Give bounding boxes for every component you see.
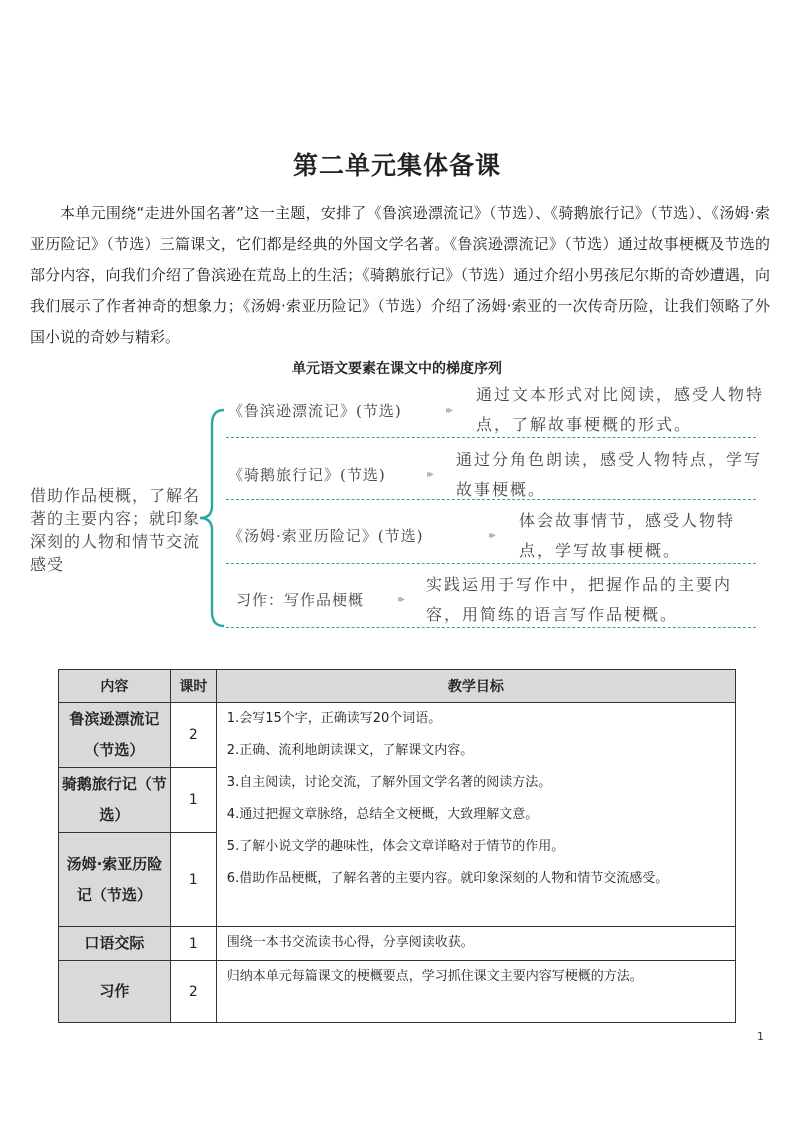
goal-item: 1.会写15个字，正确读写20个词语。 [226,711,442,726]
arrow-icon: ▸▸ [398,594,403,605]
divider-line [226,499,756,500]
goal-item: 5.了解小说文学的趣味性，体会文章详略对于情节的作用。 [226,839,565,854]
lesson-label: 《汤姆·索亚历险记》(节选) [228,527,424,545]
hours-cell: 1 [170,768,216,833]
table-header-row [59,670,736,703]
lesson-label: 《鲁滨逊漂流记》(节选) [228,402,402,420]
diagram-subtitle: 单元语文要素在课文中的梯度序列 [292,361,502,377]
goals-cell [216,703,735,927]
content-cell: 汤姆·索亚历险记（节选） [59,833,171,927]
goal-item: 4.通过把握文章脉络，总结全文梗概，大致理解文意。 [226,807,539,822]
header-content: 内容 [59,670,171,703]
page-number: 1 [757,1030,764,1043]
arrow-icon: ▸▸ [489,530,494,541]
divider-line [226,563,756,564]
intro-paragraph: 本单元围绕“走进外国名著”这一主题，安排了《鲁滨逊漂流记》（节选）、《骑鹅旅行记》（节选）、《汤姆·索亚历险记》（节选）三篇课文，它们都是经典的外国文学名著。《鲁滨逊漂流记》（节选）通过故事梗概及节选的部分内容，向我们介绍了鲁滨逊在荒岛上的生活；《骑鹅旅行记》（节选）通过介绍小男孩尼尔斯的奇妙遭遇，向我们展示了作者神奇的想象力；《汤姆·索亚历险记》（节选）介绍了汤姆·索亚的一次传奇历险，让我们领略了外国小说的奇妙与精彩。 [30,204,770,346]
goal-item: 2.正确、流利地朗读课文，了解课文内容。 [226,743,474,758]
lesson-description: 通过文本形式对比阅读，感受人物特点，了解故事梗概的形式。 [476,385,765,434]
goal-item: 围绕一本书交流读书心得，分享阅读收获。 [226,935,474,950]
teaching-plan-table [58,669,736,1023]
header-hours: 课时 [170,670,216,703]
diagram-summary: 借助作品梗概，了解名著的主要内容；就印象深刻的人物和情节交流感受 [30,486,201,574]
content-cell: 口语交际 [59,927,171,961]
goal-item: 3.自主阅读，讨论交流，了解外国文学名著的阅读方法。 [226,775,552,790]
lesson-label: 习作：写作品梗概 [236,591,365,609]
arrow-icon: ▸▸ [427,469,432,480]
lesson-description: 体会故事情节，感受人物特点，学写故事梗概。 [519,511,736,560]
table-row [59,927,736,961]
hours-cell: 2 [170,961,216,1023]
content-cell: 骑鹅旅行记（节选） [59,768,171,833]
lesson-description: 实践运用于写作中，把握作品的主要内容，用简练的语言写作品梗概。 [426,575,733,624]
arrow-icon: ▸▸ [446,405,451,416]
hours-cell: 2 [170,703,216,768]
divider-line [226,437,756,438]
hours-cell: 1 [170,927,216,961]
content-cell: 鲁滨逊漂流记（节选） [59,703,171,768]
goal-item: 归纳本单元每篇课文的梗概要点，学习抓住课文主要内容写梗概的方法。 [226,969,643,984]
curly-bracket [196,400,226,632]
goal-item: 6.借助作品梗概，了解名著的主要内容。就印象深刻的人物和情节交流感受。 [226,871,669,886]
hours-cell: 1 [170,833,216,927]
page-title: 第二单元集体备课 [292,151,501,180]
divider-line [226,627,756,628]
header-goals: 教学目标 [216,670,735,703]
table-row [59,961,736,1023]
goals-cell [216,927,735,961]
lesson-label: 《骑鹅旅行记》(节选) [228,466,386,484]
lesson-description: 通过分角色朗读，感受人物特点，学写故事梗概。 [456,450,763,499]
goals-cell [216,961,735,1023]
table-row [59,703,736,768]
content-cell: 习作 [59,961,171,1023]
